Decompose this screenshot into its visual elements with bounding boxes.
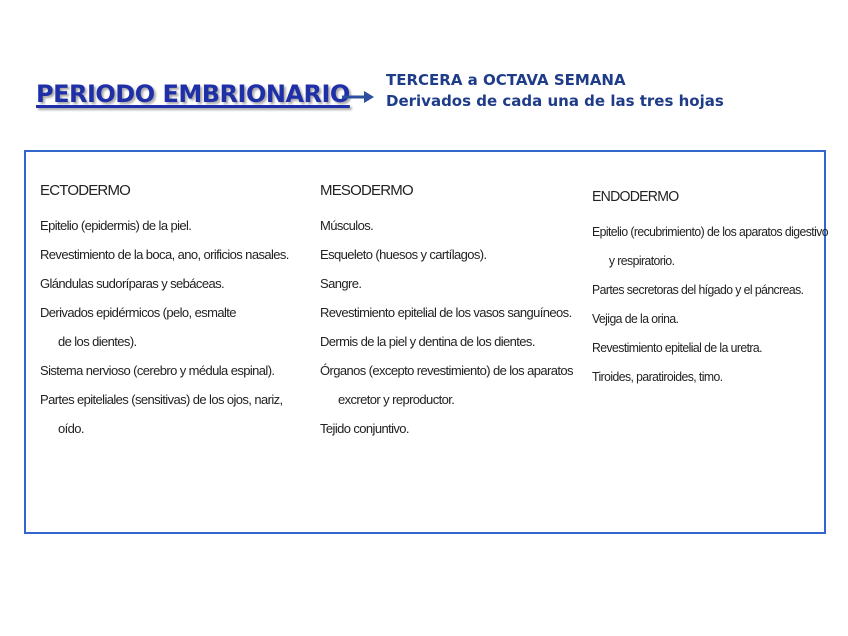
list-item-text: Esqueleto (huesos y cartílagos). [320, 247, 487, 262]
list-item-text: Órganos (excepto revestimiento) de los aparatos [320, 363, 573, 378]
list-item [40, 246, 300, 264]
list-item [320, 217, 580, 235]
derivatives-list [40, 217, 300, 438]
list-item [592, 339, 814, 357]
page-title: PERIODO EMBRIONARIO [36, 80, 350, 108]
column-heading: ECTODERMO [40, 182, 131, 199]
list-item-text: Partes epiteliales (sensitivas) de los ojos, nariz, [40, 392, 283, 407]
list-item [320, 333, 580, 351]
list-item-text: Revestimiento epitelial de la uretra. [592, 340, 763, 355]
list-item [320, 246, 580, 264]
list-item-continuation: de los dientes). [58, 334, 137, 349]
list-item-text: Partes secretoras del hígado y el páncreas. [592, 282, 804, 297]
list-item-text: Epitelio (epidermis) de la piel. [40, 218, 192, 233]
germ-layers-table [24, 150, 829, 534]
list-item [320, 362, 580, 409]
list-item-text: Músculos. [320, 218, 374, 233]
list-item-text: Tiroides, paratiroides, timo. [592, 369, 723, 384]
list-item-text: Vejiga de la orina. [592, 311, 679, 326]
column-endodermo [592, 188, 829, 397]
subtitle-line-2: Derivados de cada una de las tres hojas [386, 92, 724, 110]
list-item-continuation: oído. [58, 421, 84, 436]
list-item-text: Tejido conjuntivo. [320, 421, 409, 436]
list-item [592, 223, 829, 270]
list-item [40, 391, 300, 438]
subtitle-line-1: TERCERA a OCTAVA SEMANA [386, 71, 626, 89]
column-heading: MESODERMO [320, 182, 413, 199]
list-item [40, 217, 300, 235]
list-item [40, 275, 300, 293]
list-item-text: Derivados epidérmicos (pelo, esmalte [40, 305, 236, 320]
right-arrow-icon [340, 88, 376, 106]
list-item [40, 362, 300, 380]
list-item-text: Glándulas sudoríparas y sebáceas. [40, 276, 224, 291]
list-item [592, 368, 814, 386]
list-item [320, 304, 580, 322]
derivatives-list [592, 223, 829, 386]
list-item [592, 281, 814, 299]
column-mesodermo [320, 182, 580, 449]
column-ectodermo [40, 182, 300, 449]
list-item [320, 275, 580, 293]
list-item-text: Revestimiento de la boca, ano, orificios nasales. [40, 247, 289, 262]
list-item [40, 304, 300, 351]
list-item-text: Dermis de la piel y dentina de los dientes. [320, 334, 535, 349]
column-heading: ENDODERMO [592, 188, 679, 205]
derivatives-list [320, 217, 580, 438]
list-item-text: Revestimiento epitelial de los vasos sanguíneos. [320, 305, 572, 320]
list-item-text: Epitelio (recubrimiento) de los aparatos digestivo [592, 224, 829, 239]
list-item [320, 420, 580, 438]
list-item-continuation: y respiratorio. [608, 253, 675, 268]
list-item-text: Sistema nervioso (cerebro y médula espinal). [40, 363, 275, 378]
subtitle [386, 70, 724, 112]
list-item [592, 310, 814, 328]
list-item-text: Sangre. [320, 276, 362, 291]
list-item-continuation: excretor y reproductor. [338, 392, 455, 407]
